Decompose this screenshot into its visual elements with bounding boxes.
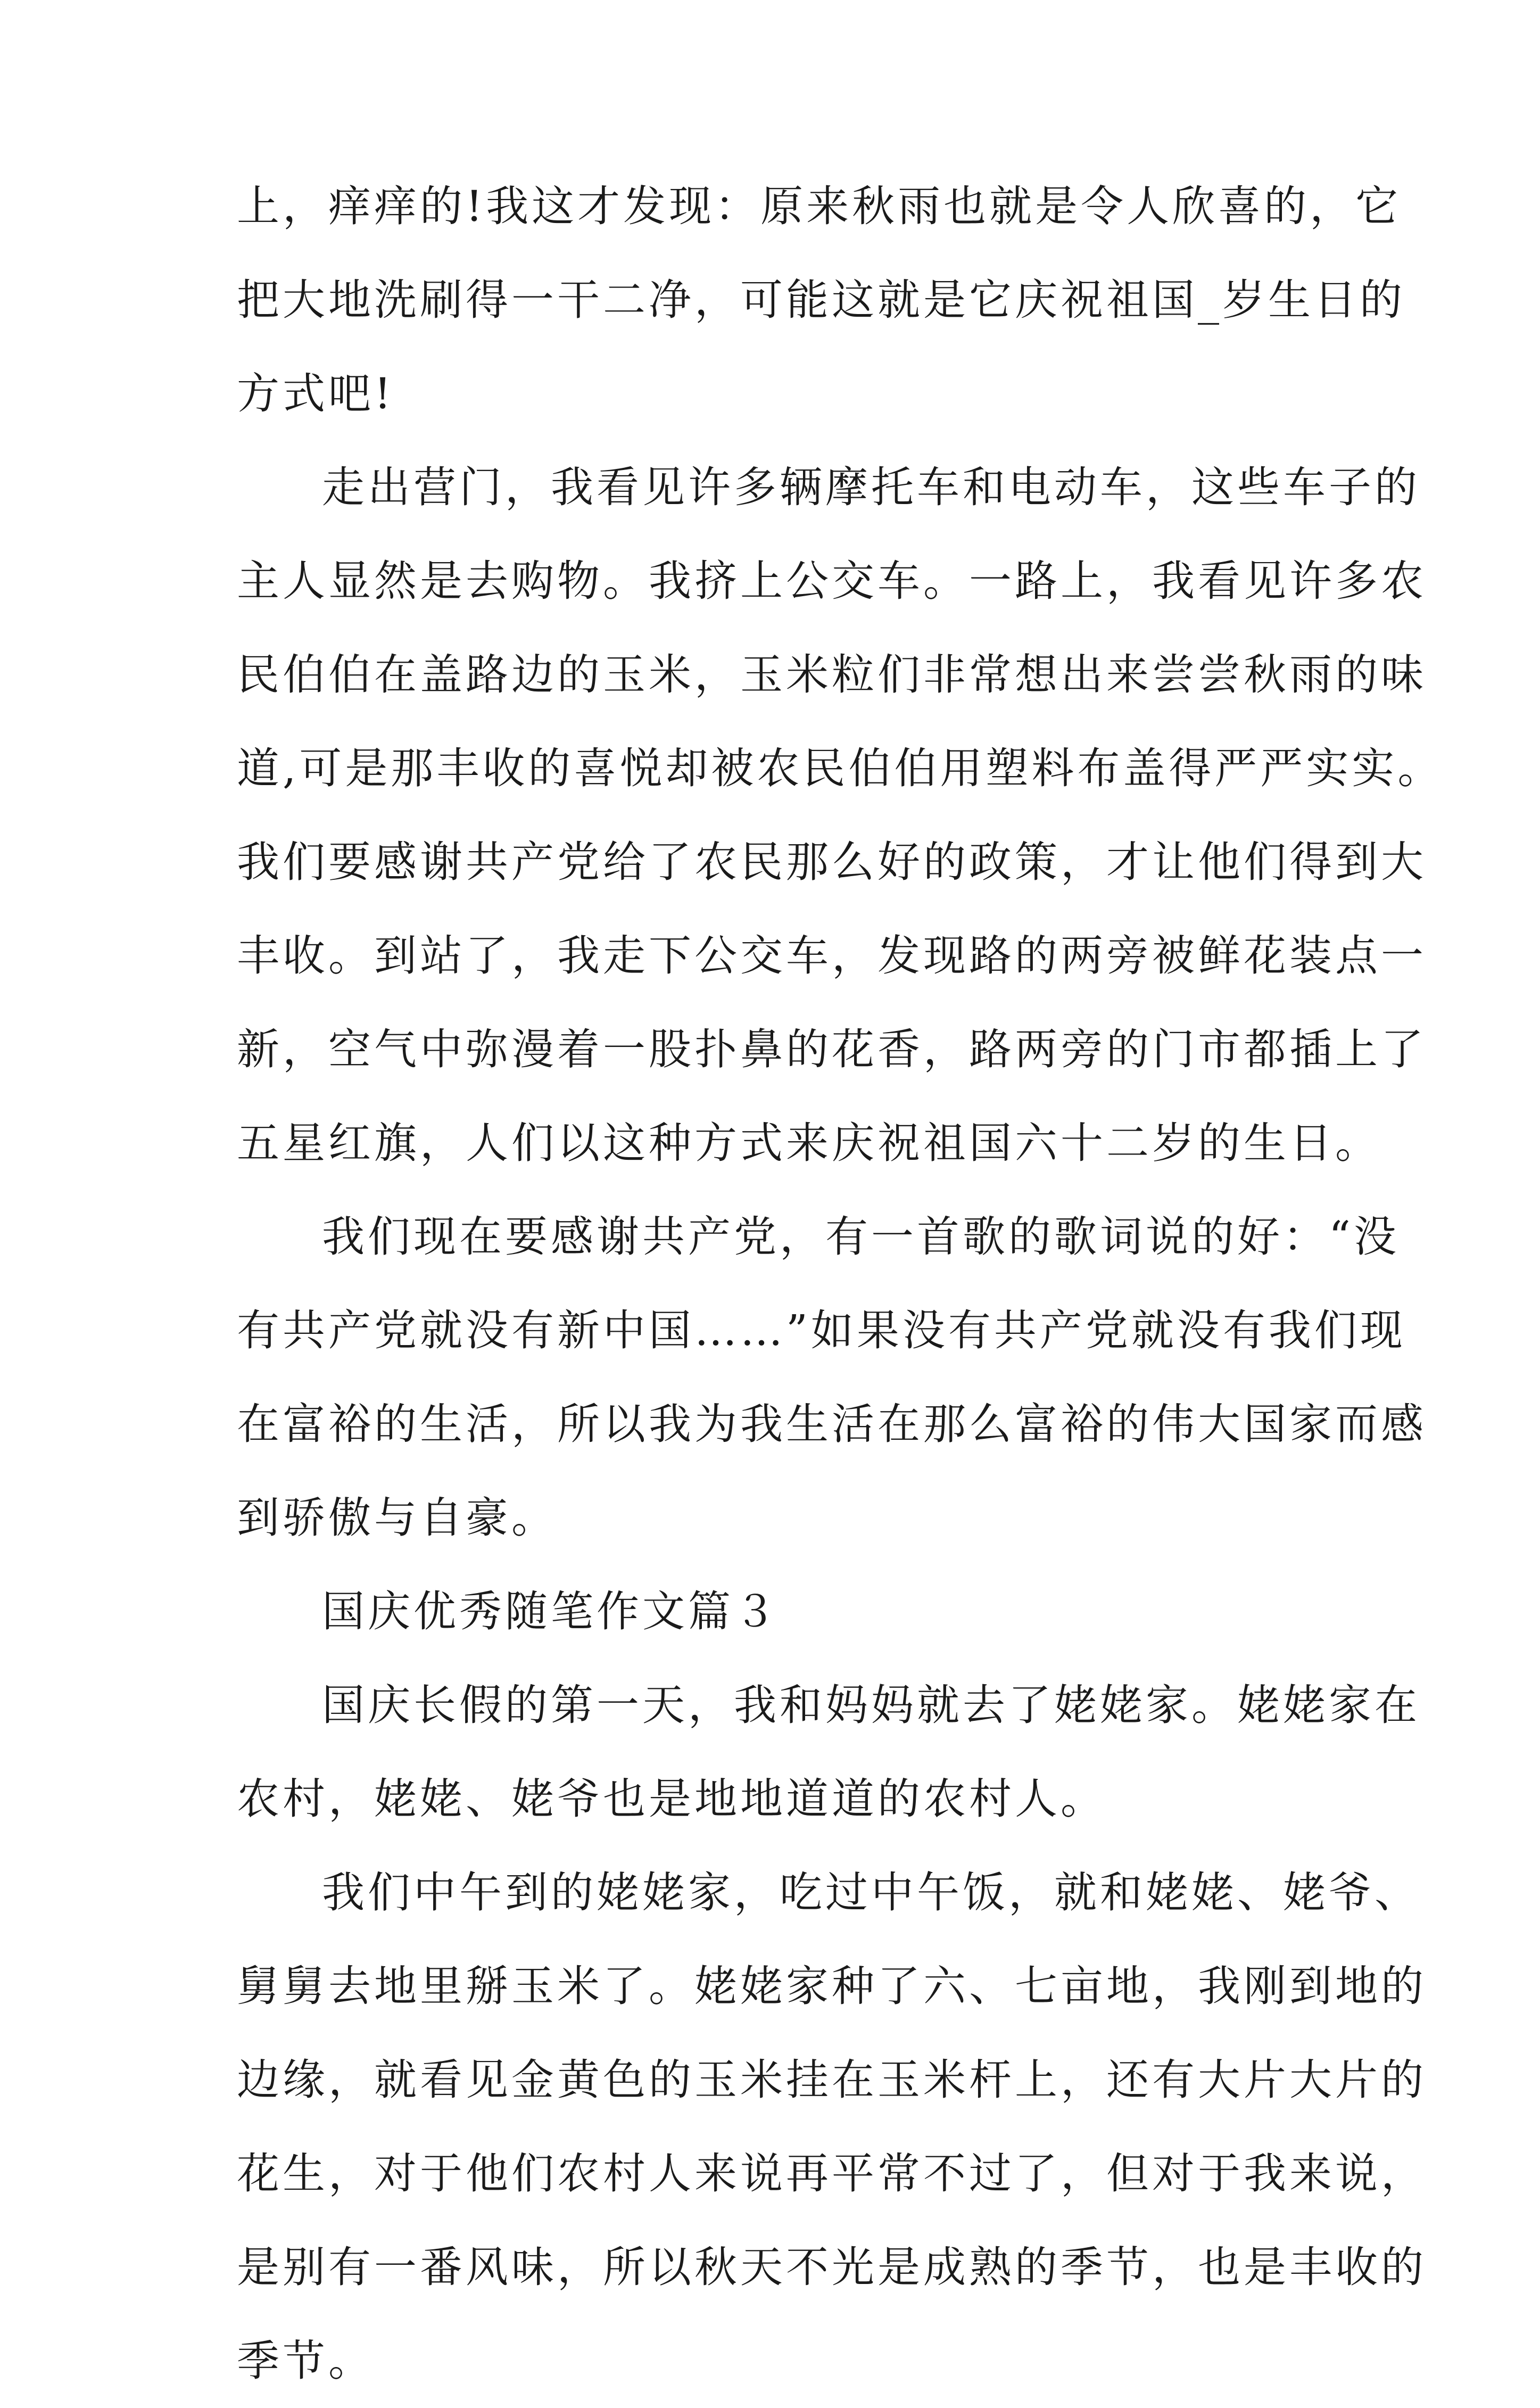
- text-line: 在富裕的生活，所以我为我生活在那么富裕的伟大国家而感: [237, 1399, 1427, 1449]
- text-line: 五星红旗，人们以这种方式来庆祝祖国六十二岁的生日。: [237, 1118, 1381, 1168]
- paragraph-first-line: 我们现在要感谢共产党，有一首歌的歌词说的好：“没: [322, 1212, 1400, 1261]
- text-line: 季节。: [237, 2336, 374, 2386]
- text-line: 是别有一番风味，所以秋天不光是成熟的季节，也是丰收的: [237, 2242, 1427, 2292]
- text-line: 民伯伯在盖路边的玉米，玉米粒们非常想出来尝尝秋雨的味: [237, 650, 1427, 699]
- text-line: 把大地洗刷得一干二净，可能这就是它庆祝祖国_岁生日的: [237, 275, 1405, 325]
- text-line: 边缘，就看见金黄色的玉米挂在玉米杆上，还有大片大片的: [237, 2055, 1427, 2105]
- text-line: 到骄傲与自豪。: [237, 1493, 557, 1543]
- section-heading: 国庆优秀随笔作文篇３: [322, 1587, 780, 1636]
- text-line: 花生，对于他们农村人来说再平常不过了，但对于我来说，: [237, 2149, 1427, 2198]
- paragraph-first-line: 国庆长假的第一天，我和妈妈就去了姥姥家。姥姥家在: [322, 1680, 1420, 1730]
- text-line: 丰收。到站了，我走下公交车，发现路的两旁被鲜花装点一: [237, 931, 1427, 980]
- text-line: 舅舅去地里掰玉米了。姥姥家种了六、七亩地，我刚到地的: [237, 1961, 1427, 2011]
- text-line: 有共产党就没有新中国……”如果没有共产党就没有我们现: [237, 1306, 1406, 1355]
- text-line: 方式吧!: [237, 369, 395, 418]
- text-line: 上，痒痒的!我这才发现：原来秋雨也就是令人欣喜的，它: [237, 182, 1402, 231]
- paragraph-first-line: 我们中午到的姥姥家，吃过中午饭，就和姥姥、姥爷、: [322, 1868, 1420, 1917]
- text-line: 道,可是那丰收的喜悦却被农民伯伯用塑料布盖得严严实实。: [237, 744, 1444, 793]
- text-line: 我们要感谢共产党给了农民那么好的政策，才让他们得到大: [237, 837, 1427, 887]
- text-line: 新，空气中弥漫着一股扑鼻的花香，路两旁的门市都插上了: [237, 1025, 1427, 1074]
- body-text: [237, 160, 1444, 2408]
- paragraph-first-line: 走出营门，我看见许多辆摩托车和电动车，这些车子的: [322, 463, 1420, 512]
- text-line: 农村，姥姥、姥爷也是地地道道的农村人。: [237, 1774, 1106, 1824]
- text-line: 主人显然是去购物。我挤上公交车。一路上，我看见许多农: [237, 556, 1427, 606]
